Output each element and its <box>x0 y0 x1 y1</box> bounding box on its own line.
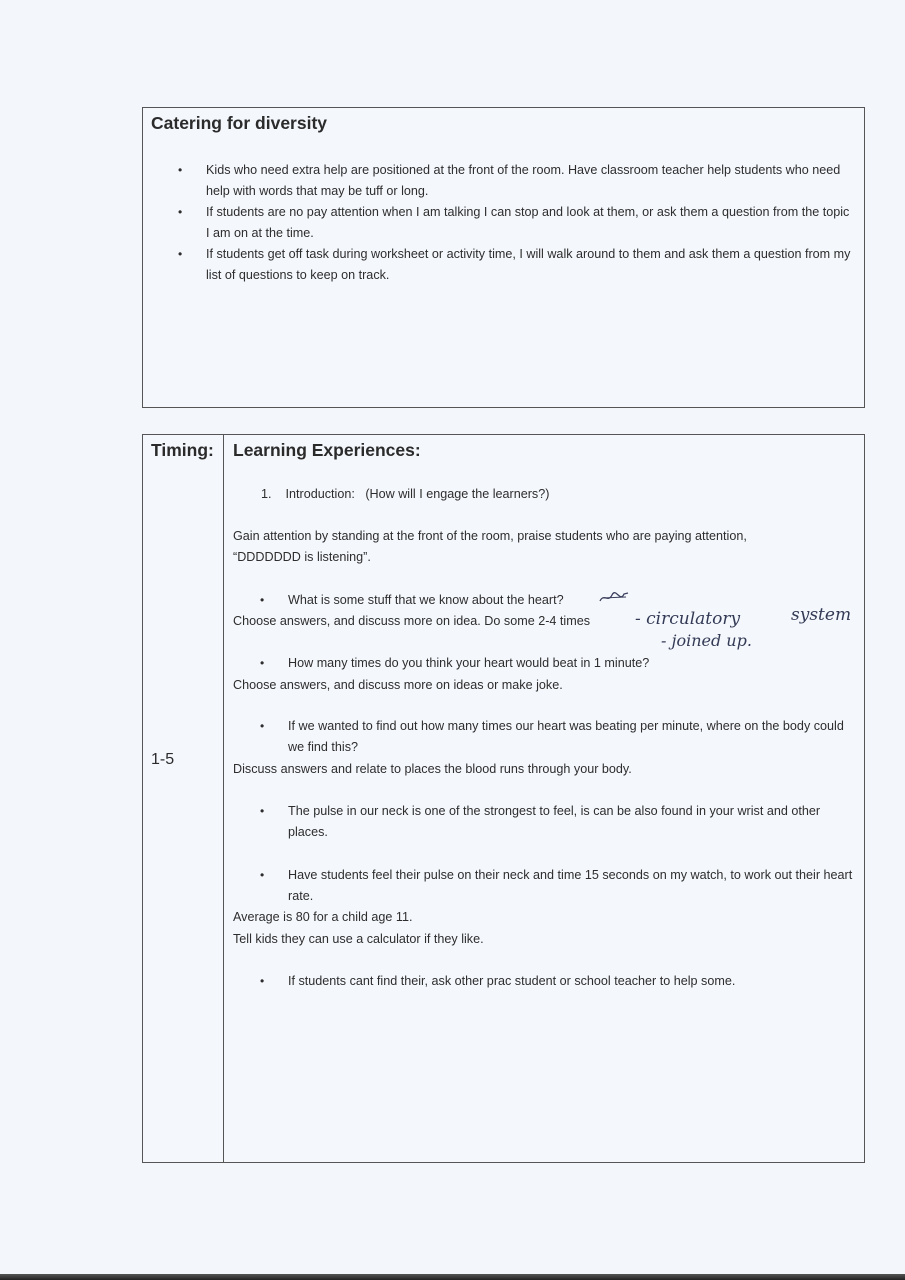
diversity-list <box>177 160 852 286</box>
question-heart-knowledge: What is some stuff that we know about the heart? <box>288 593 564 607</box>
bullet-icon: • <box>260 593 265 607</box>
list-item: • If students are no pay attention when I am talking I can stop and look at them, or ask them a question from the topic I am on at the time. <box>177 202 852 244</box>
feel-pulse-activity: Have students feel their pulse on their neck and time 15 seconds on my watch, to work out their heart rate. <box>288 868 853 903</box>
bullet-icon: • <box>178 247 183 261</box>
gain-attention-quote: “DDDDDDD is listening”. <box>233 550 371 564</box>
handwritten-system: system <box>791 605 852 625</box>
bullet-icon: • <box>260 974 265 988</box>
column-divider <box>223 435 224 1162</box>
timing-header: Timing: <box>151 440 214 460</box>
learning-experiences-header: Learning Experiences: <box>233 440 421 460</box>
average-note: Average is 80 for a child age 11. <box>233 910 413 924</box>
question-heartbeat: How many times do you think your heart would beat in 1 minute? <box>288 656 650 670</box>
learning-experiences-table <box>142 434 865 1163</box>
bullet-icon: • <box>178 205 183 219</box>
bullet-icon: • <box>260 868 265 882</box>
handwritten-circulatory: - circulatory <box>635 609 741 629</box>
section-title: Catering for diversity <box>151 113 328 133</box>
scribble-mark <box>598 591 630 605</box>
handwritten-joined-up: - joined up. <box>661 631 752 650</box>
help-note: If students cant find their, ask other prac student or school teacher to help some. <box>288 974 736 988</box>
gain-attention-text: Gain attention by standing at the front of the room, praise students who are paying attention, <box>233 529 747 543</box>
bullet-icon: • <box>260 656 265 670</box>
bullet-icon: • <box>178 163 183 177</box>
question-heart-note: Choose answers, and discuss more on idea. Do some 2-4 times <box>233 614 590 628</box>
list-item: • If students get off task during worksheet or activity time, I will walk around to them and ask them a question from my list of questions to keep on track. <box>177 244 852 286</box>
scan-edge <box>0 1274 905 1280</box>
list-item: • Kids who need extra help are positioned at the front of the room. Have classroom teacher help students who need help with words that may be tuff or long. <box>177 160 852 202</box>
question-find-pulse-note: Discuss answers and relate to places the blood runs through your body. <box>233 762 632 776</box>
question-heartbeat-note: Choose answers, and discuss more on ideas or make joke. <box>233 678 563 692</box>
pulse-neck-info: The pulse in our neck is one of the strongest to feel, is can be also found in your wrist and other places. <box>288 804 821 839</box>
bullet-icon: • <box>260 804 265 818</box>
timing-value: 1-5 <box>151 751 175 768</box>
intro-heading: 1. Introduction: (How will I engage the learners?) <box>261 487 550 501</box>
question-find-pulse: If we wanted to find out how many times our heart was beating per minute, where on the body could we find this? <box>288 719 844 754</box>
catering-for-diversity-section <box>142 107 865 408</box>
bullet-icon: • <box>260 719 265 733</box>
calculator-note: Tell kids they can use a calculator if they like. <box>233 932 484 946</box>
